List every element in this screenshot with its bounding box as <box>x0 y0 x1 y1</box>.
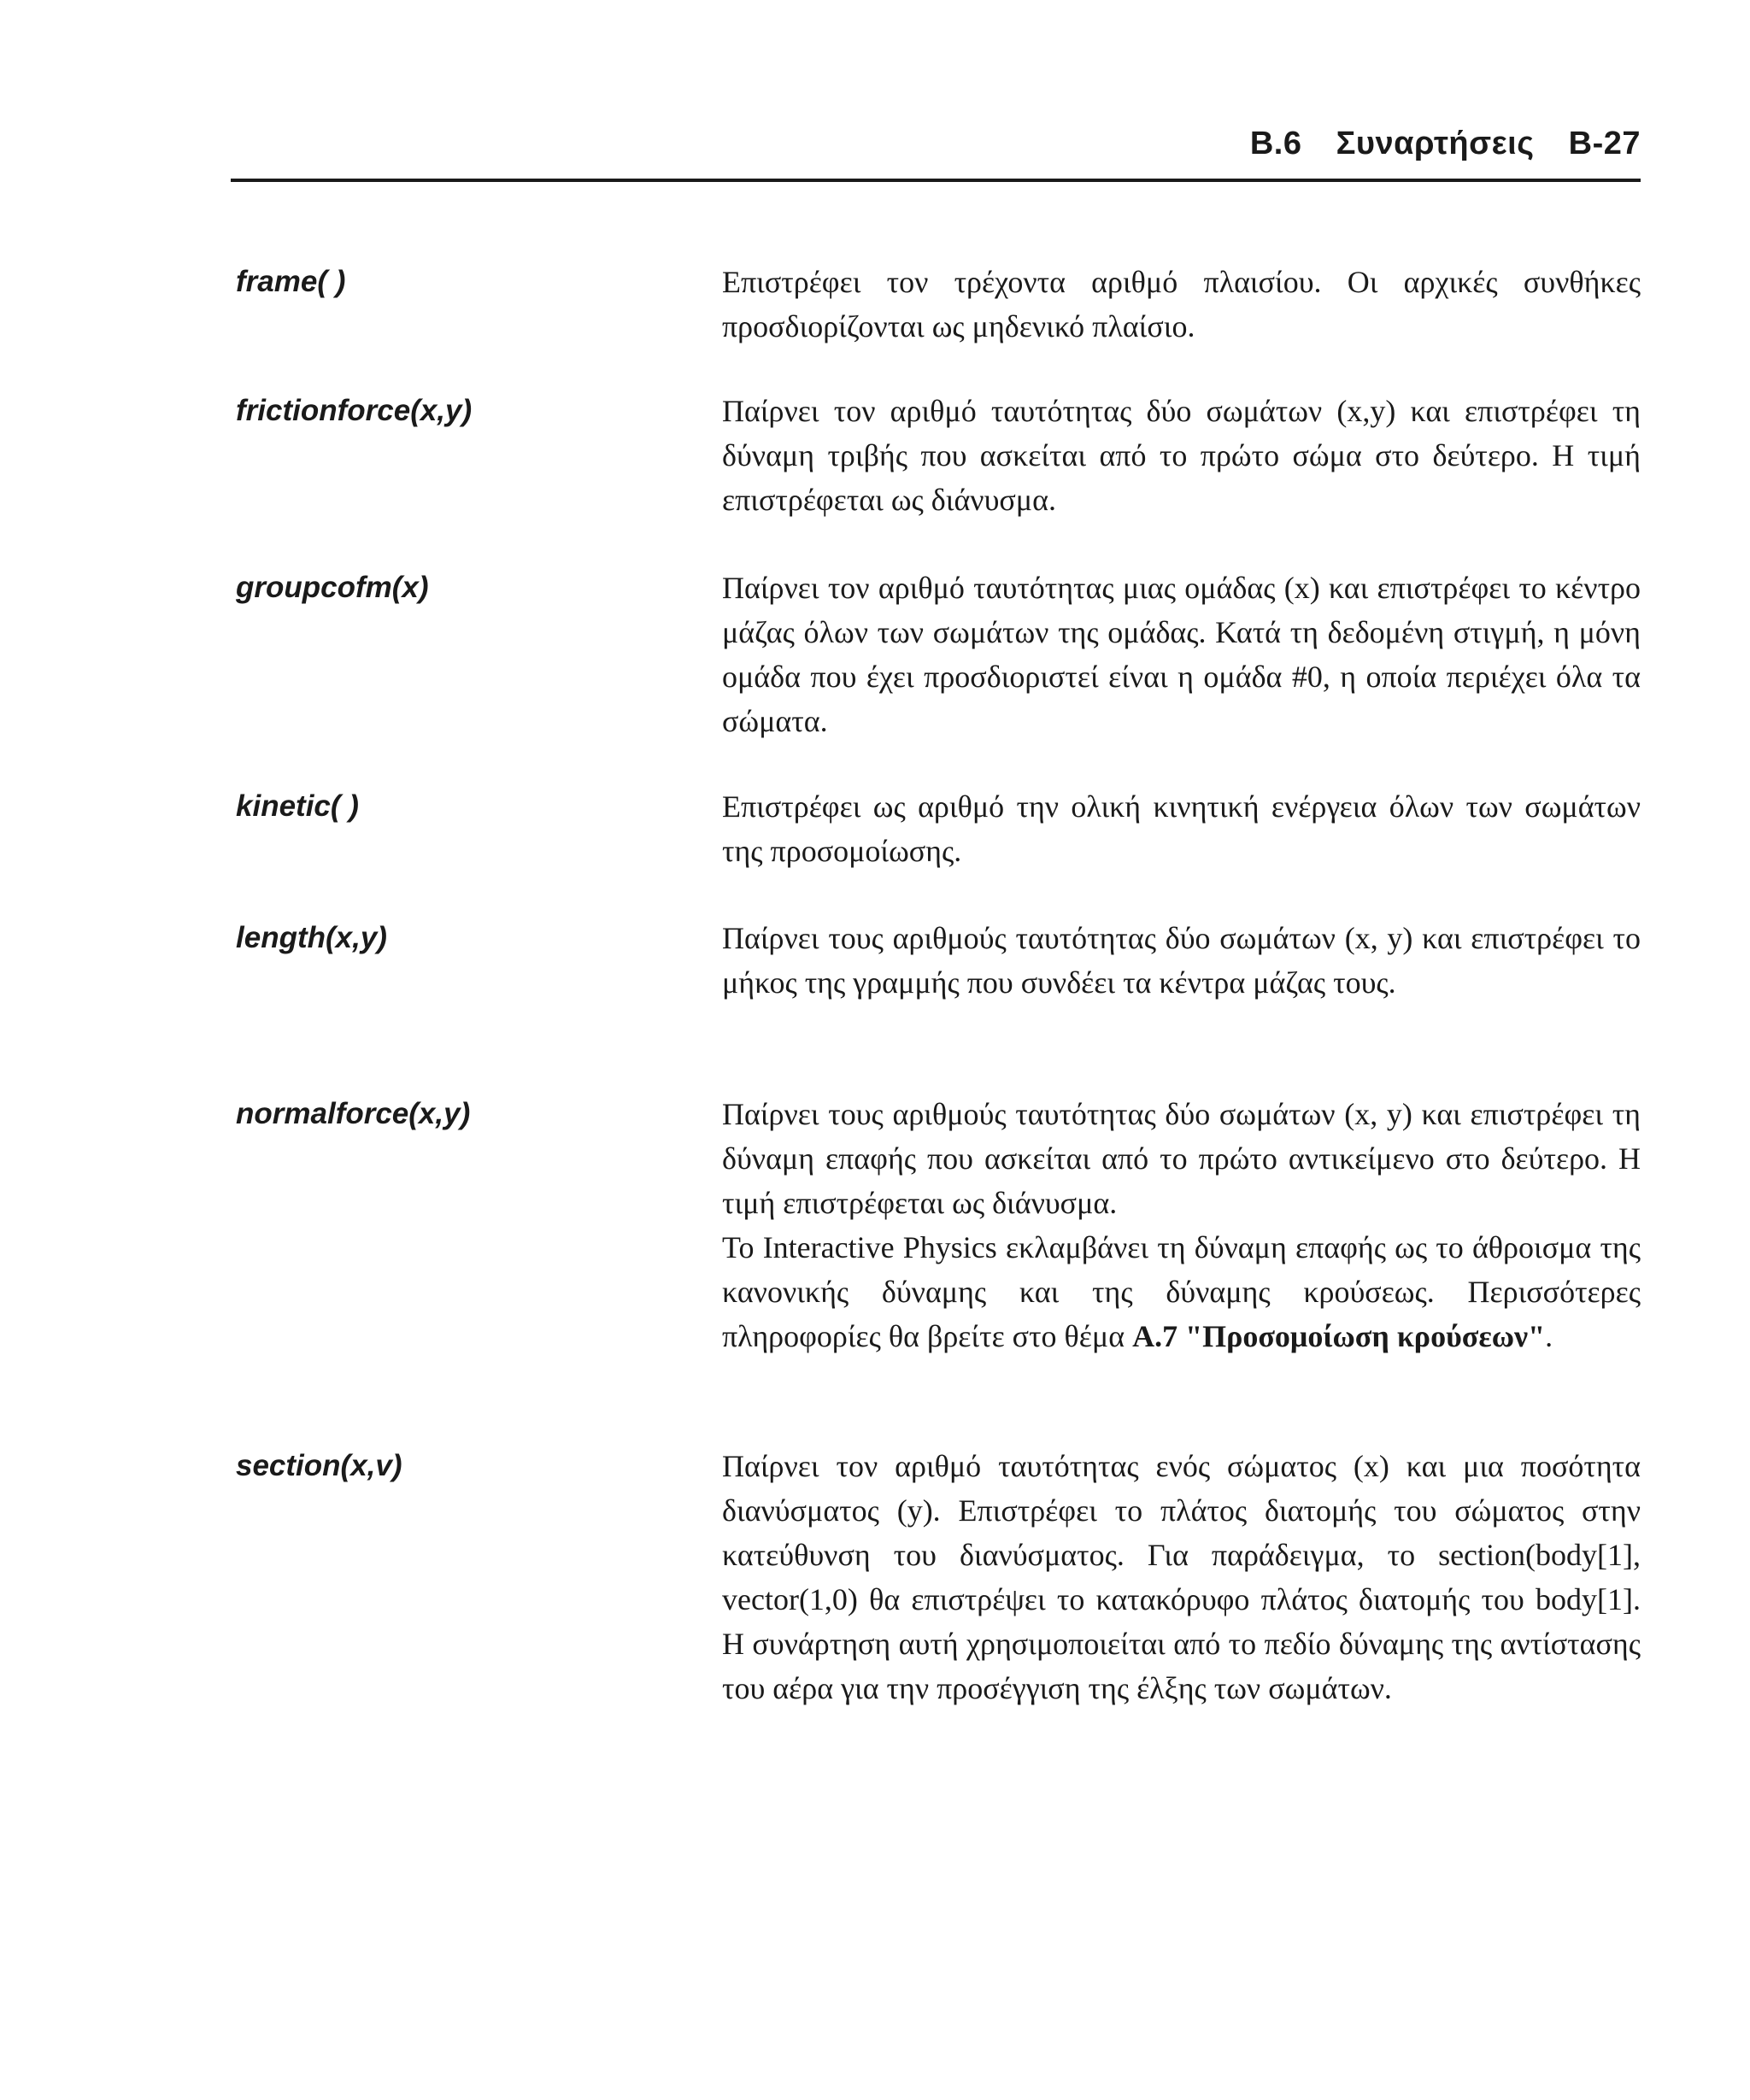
function-description <box>722 260 1641 349</box>
description-paragraph <box>722 1225 1641 1358</box>
description-paragraph: Παίρνει τον αριθμό ταυτότητας ενός σώματος (x) και μια ποσότητα διανύσματος (y). Επιστρέφει το πλάτος διατομής του σώματος στην κατεύθυνση του διανύσματος. Για παράδειγμα, το section(body[1], vector(1,0) θα επιστρέψει το κατακόρυφο πλάτος διατομής του body[1]. Η συνάρτηση αυτή χρησιμοποιείται από το πεδίο δύναμης της αντίστασης του αέρα για την προσέγγιση της έλξης των σωμάτων. <box>722 1449 1641 1705</box>
function-name: frictionforce(x,y) <box>236 394 473 427</box>
function-name: kinetic( ) <box>236 789 359 823</box>
function-name: frame( ) <box>236 265 346 298</box>
description-paragraph: Παίρνει τον αριθμό ταυτότητας μιας ομάδας (x) και επιστρέφει το κέντρο μάζας όλων των σωμάτων της ομάδας. Κατά τη δεδομένη στιγμή, η μόνη ομάδα που έχει προσδιοριστεί είναι η ομάδα #0, η οποία περιέχει όλα τα σώματα. <box>722 571 1641 738</box>
description-text: . <box>1545 1319 1553 1353</box>
function-description <box>722 1092 1641 1358</box>
description-paragraph: Επιστρέφει ως αριθμό την ολική κινητική ενέργεια όλων των σωμάτων της προσομοίωσης. <box>722 789 1641 868</box>
function-name: normalforce(x,y) <box>236 1097 471 1130</box>
function-description <box>722 566 1641 743</box>
header-section-title: Συναρτήσεις <box>1336 126 1535 161</box>
header-section-number: B.6 <box>1249 126 1302 161</box>
cross-reference: A.7 "Προσομοίωση κρούσεων" <box>1132 1319 1546 1353</box>
function-name: length(x,y) <box>236 921 387 954</box>
function-description <box>722 389 1641 522</box>
function-name: groupcofm(x) <box>236 571 429 604</box>
page-number: B-27 <box>1568 126 1641 161</box>
description-paragraph: Παίρνει τους αριθμούς ταυτότητας δύο σωμάτων (x, y) και επιστρέφει τη δύναμη επαφής που ασκείται από το πρώτο αντικείμενο στο δεύτερο. Η τιμή επιστρέφεται ως διάνυσμα. <box>722 1097 1641 1220</box>
description-paragraph: Παίρνει τον αριθμό ταυτότητας δύο σωμάτων (x,y) και επιστρέφει τη δύναμη τριβής που ασκείται από το πρώτο σώμα στο δεύτερο. Η τιμή επιστρέφεται ως διάνυσμα. <box>722 394 1641 517</box>
description-text: Το Interactive Physics εκλαμβάνει τη δύναμη επαφής ως το άθροισμα της κανονικής δύναμης και της δύναμης κρούσεως. Περισσότερες πληροφορίες θα βρείτε στο θέμα <box>722 1230 1641 1353</box>
function-description <box>722 1444 1641 1710</box>
description-paragraph: Επιστρέφει τον τρέχοντα αριθμό πλαισίου. Οι αρχικές συνθήκες προσδιορίζονται ως μηδενικό πλαίσιο. <box>722 265 1641 343</box>
function-name: section(x,v) <box>236 1449 402 1482</box>
running-header <box>231 126 1641 161</box>
header-rule <box>231 179 1641 182</box>
description-paragraph: Παίρνει τους αριθμούς ταυτότητας δύο σωμάτων (x, y) και επιστρέφει το μήκος της γραμμής που συνδέει τα κέντρα μάζας τους. <box>722 921 1641 1000</box>
function-description <box>722 916 1641 1005</box>
function-description <box>722 784 1641 873</box>
